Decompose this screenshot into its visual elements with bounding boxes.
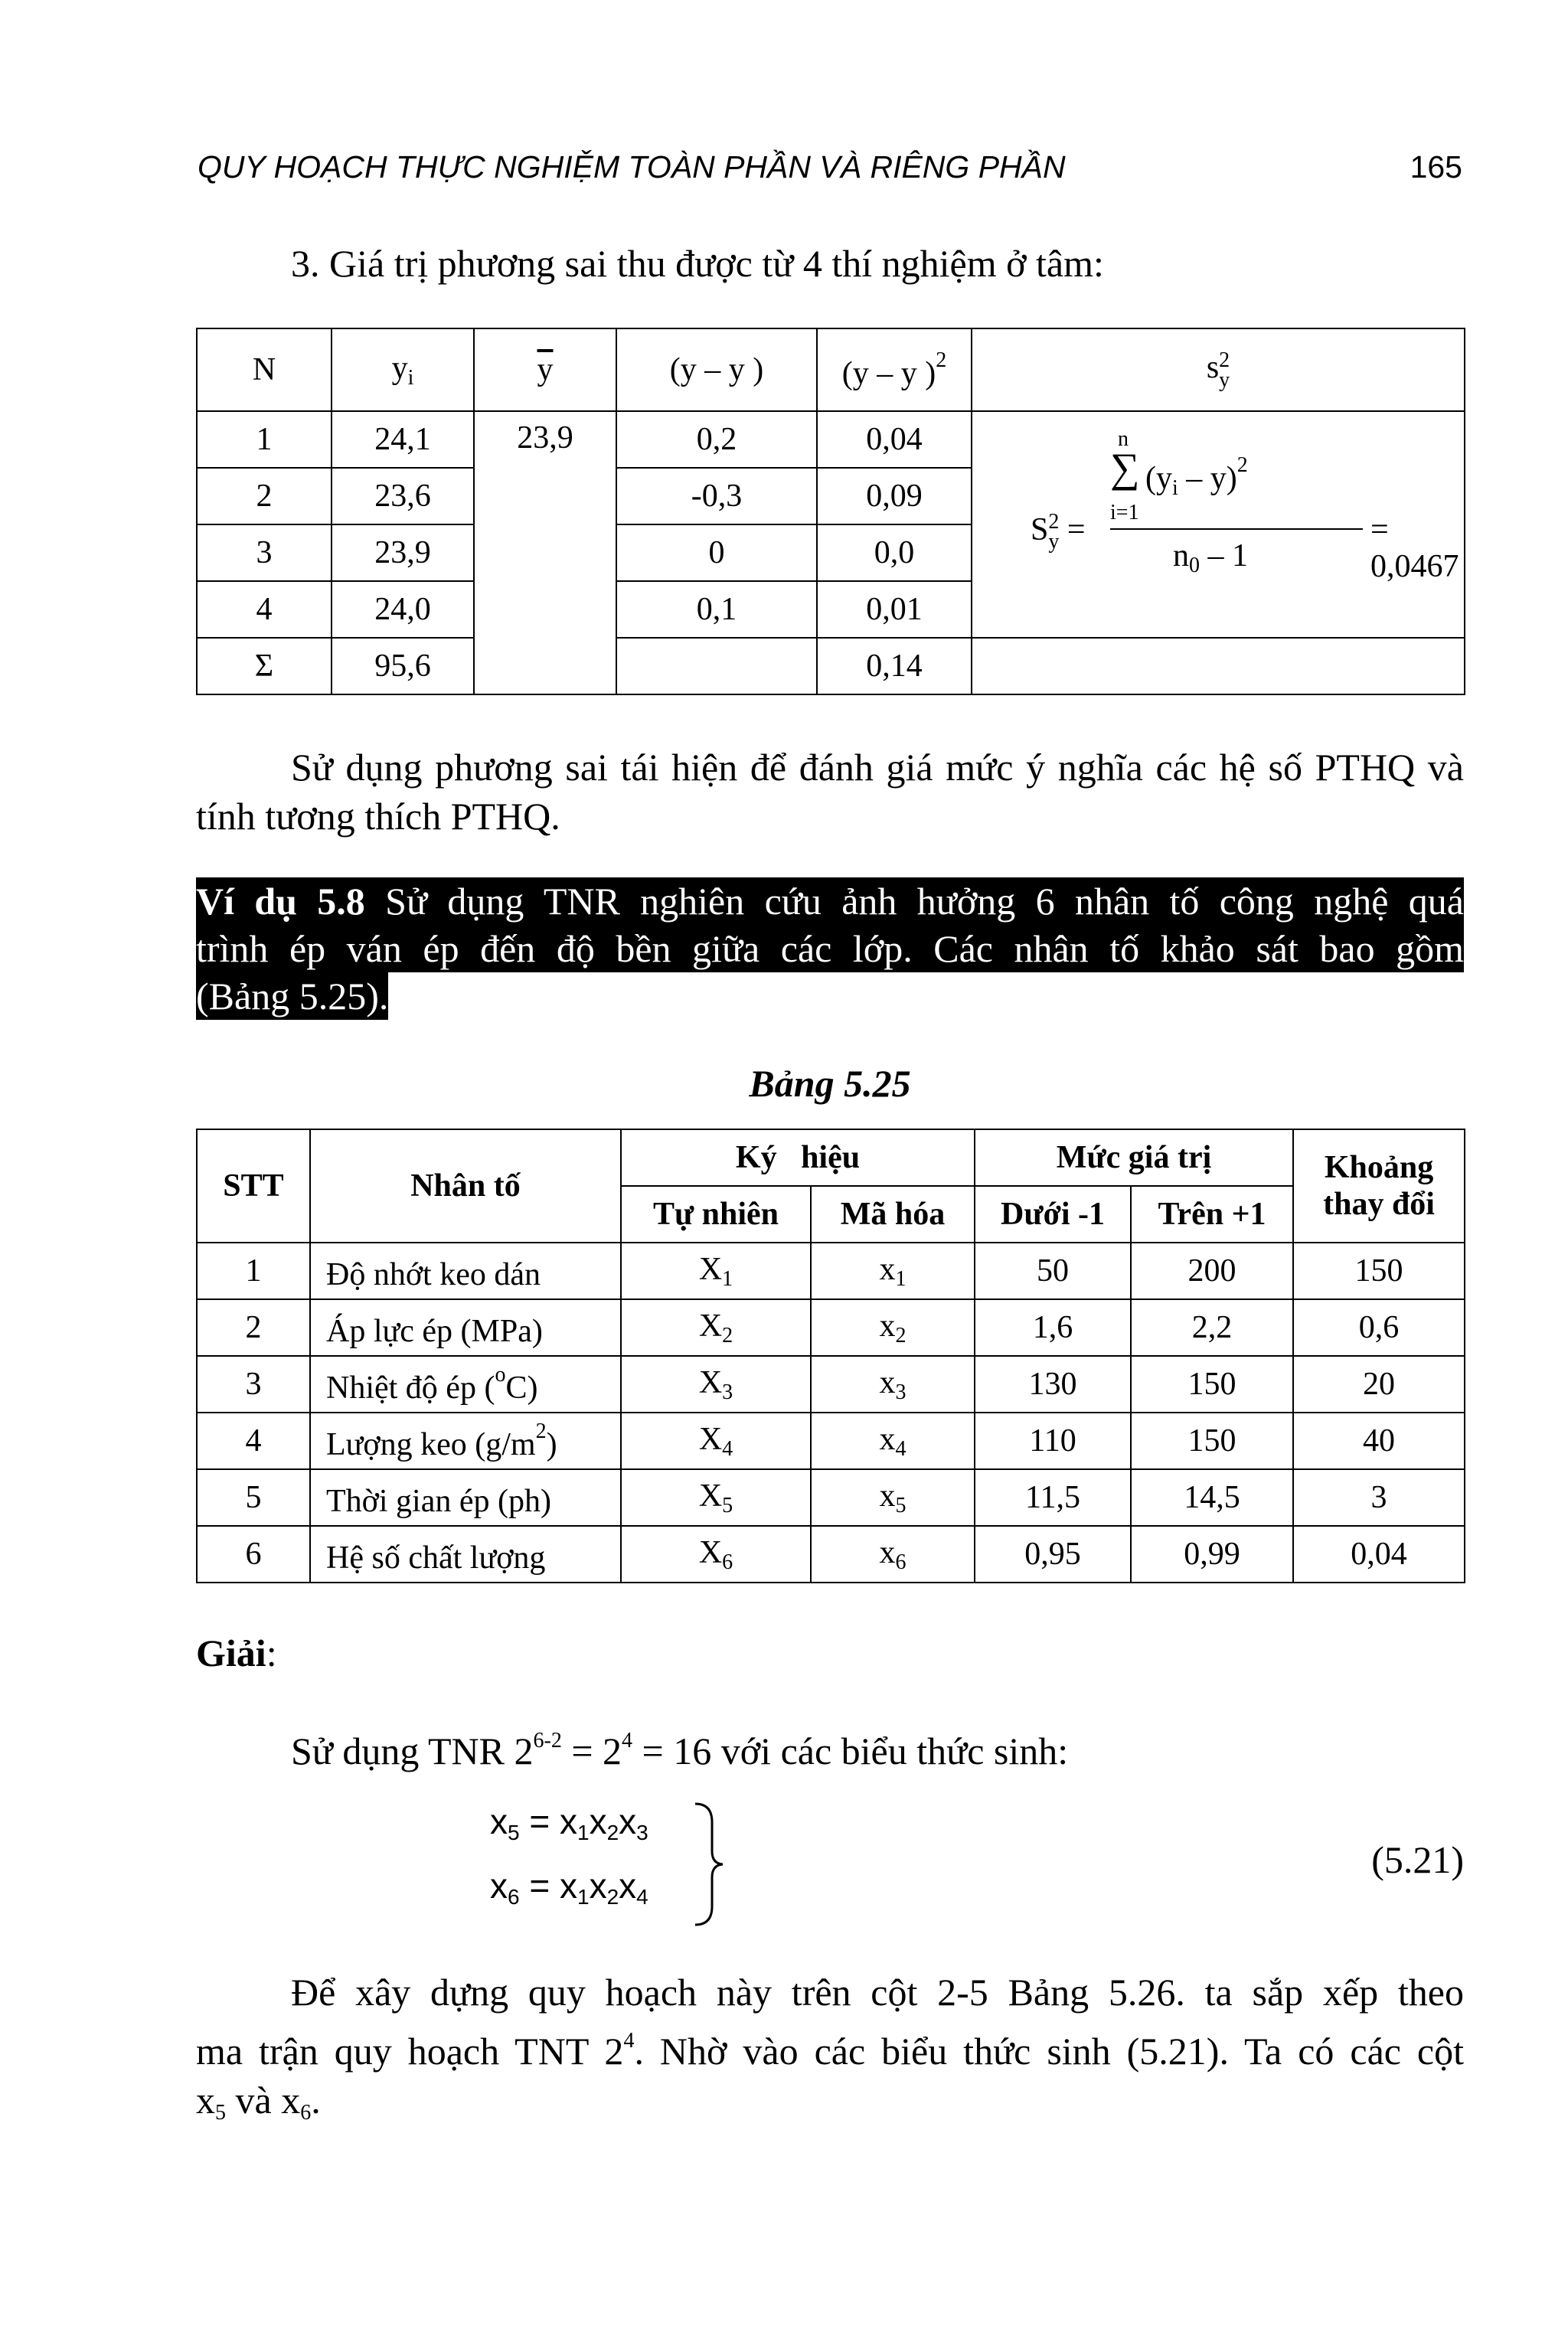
cell-stt: 5 [197,1469,310,1526]
solution-label: Giải: [196,1632,277,1674]
cell-stt: 2 [197,1299,310,1356]
paragraph-line-3: $x_5$ và $x_6$. [196,2079,321,2125]
equation-number: (5.21) [1371,1838,1464,1881]
cell-ybar: 23,9 [474,411,616,694]
header-variance: s 2 y [972,328,1465,411]
table-row [197,1413,1465,1469]
cell-low: 11,5 [975,1469,1131,1526]
cell-coded: $x_2$ [811,1299,975,1356]
cell-range: 150 [1293,1243,1465,1299]
cell-n: 1 [197,411,332,468]
cell-low: 1,6 [975,1299,1131,1356]
header-yi: $y_i$ [332,328,474,411]
cell-natural: $X_3$ [621,1356,811,1413]
cell-high: 14,5 [1131,1469,1293,1526]
cell-high: 150 [1131,1356,1293,1413]
numerator: $(y_i - y)^2$ [1145,453,1248,500]
cell-diff: 0 [616,524,817,581]
cell-natural: $X_4$ [621,1413,811,1469]
generator-equation-1: $x_5 = x_1x_2x_3$ [490,1802,648,1844]
cell-low: 130 [975,1356,1131,1413]
cell-range: 20 [1293,1356,1465,1413]
table-row [197,1299,1465,1356]
cell-yi: 24,0 [332,581,474,638]
cell-high: 200 [1131,1243,1293,1299]
paragraph-line-1: Để xây dựng quy hoạch này trên cột 2-5 Bảng 5.26. ta sắp xếp theo [291,1971,1464,2014]
cell-natural: $X_5$ [621,1469,811,1526]
cell-natural: $X_6$ [621,1526,811,1583]
paragraph-construction [196,1968,1464,2138]
right-brace-icon [689,1799,727,1929]
table-header-row [197,1129,1465,1186]
header-diff-sq: (y – y )$^2$ [817,328,972,411]
example-line-2: trình ép ván ép đến độ bền giữa các lớp. Các nhân tố khảo sát bao gồm [196,925,1464,972]
cell-diff-sq: 0,04 [817,411,972,468]
generator-equation-2: $x_6 = x_1x_2x_4$ [490,1866,648,1909]
cell-diff-sq-sum: 0,14 [817,638,972,694]
sum-lower-limit: i=1 [1110,501,1139,524]
paragraph-variance: Sử dụng phương sai tái hiện để đánh giá mức ý nghĩa các hệ số PTHQ và tính tương thích PTHQ. [196,746,1464,838]
header-low: Dưới -1 [975,1186,1131,1243]
variance-formula [972,411,1465,638]
formula-result: = 0,0467 [1370,512,1459,584]
header-high: Trên +1 [1131,1186,1293,1243]
cell-factor: Lượng keo $(g/m^2)$ [310,1413,621,1469]
cell-range: 40 [1293,1413,1465,1469]
cell-coded: $x_4$ [811,1413,975,1469]
cell-low: 0,95 [975,1526,1131,1583]
table-row [197,1469,1465,1526]
header-factor: Nhân tố [310,1129,621,1243]
cell-diff-sq: 0,01 [817,581,972,638]
cell-coded: $x_1$ [811,1243,975,1299]
cell-n: 3 [197,524,332,581]
table-row [197,1356,1465,1413]
fraction-bar [1110,528,1363,530]
table-row [197,411,1465,468]
cell-sigma: Σ [197,638,332,694]
table-sum-row [197,638,1465,694]
cell-low: 110 [975,1413,1131,1469]
cell-n: 2 [197,468,332,524]
cell-coded: $x_3$ [811,1356,975,1413]
cell-coded: $x_5$ [811,1469,975,1526]
item-3-text: 3. Giá trị phương sai thu được từ 4 thí nghiệm ở tâm: [291,242,1104,285]
table-row [197,1243,1465,1299]
header-title: QUY HOẠCH THỰC NGHIỆM TOÀN PHẦN VÀ RIÊNG PHẦN [198,149,1066,185]
cell-empty [972,638,1465,694]
cell-stt: 3 [197,1356,310,1413]
cell-diff-sq: 0,09 [817,468,972,524]
cell-factor: Hệ số chất lượng [310,1526,621,1583]
header-stt: STT [197,1129,310,1243]
cell-coded: $x_6$ [811,1526,975,1583]
cell-stt: 1 [197,1243,310,1299]
cell-diff-sq: 0,0 [817,524,972,581]
cell-factor: Nhiệt độ ép ($^o$C) [310,1356,621,1413]
header-n: N [197,328,332,411]
example-block [196,877,1464,1020]
page-number: 165 [1410,149,1462,185]
header-ybar: $\overline{y}$ [474,328,616,411]
cell-factor: Độ nhớt keo dán [310,1243,621,1299]
header-diff: (y – y ) [616,328,817,411]
cell-factor: Thời gian ép (ph) [310,1469,621,1526]
factors-table [196,1129,1465,1583]
paragraph-fractional-design: Sử dụng TNR $2^{6-2} = 2^4 = 16$ với các biểu thức sinh: [291,1729,1069,1772]
cell-natural: $X_1$ [621,1243,811,1299]
cell-high: 2,2 [1131,1299,1293,1356]
cell-yi-sum: 95,6 [332,638,474,694]
variance-table [196,328,1465,695]
cell-range: 3 [1293,1469,1465,1526]
example-line-3: (Bảng 5.25). [196,972,388,1020]
header-range: Khoảng thay đổi [1293,1129,1465,1243]
cell-high: 0,99 [1131,1526,1293,1583]
header-level: Mức giá trị [975,1129,1293,1186]
table-caption: Bảng 5.25 [749,1062,911,1105]
cell-low: 50 [975,1243,1131,1299]
cell-natural: $X_2$ [621,1299,811,1356]
cell-diff: 0,1 [616,581,817,638]
cell-yi: 23,9 [332,524,474,581]
denominator: $n_0 - 1$ [1173,538,1248,577]
cell-factor: Áp lực ép (MPa) [310,1299,621,1356]
cell-n: 4 [197,581,332,638]
sum-upper-limit: n [1118,427,1129,451]
sum-sign: ∑ [1110,445,1140,491]
cell-range: 0,6 [1293,1299,1465,1356]
paragraph-line-2: ma trận quy hoạch TNT $2^4$. Nhờ vào các biểu thức sinh (5.21). Ta có các cột [196,2029,1465,2073]
cell-empty [616,638,817,694]
example-line-1: Ví dụ 5.8 Sử dụng TNR nghiên cứu ảnh hưởng 6 nhân tố công nghệ quá [196,877,1464,925]
running-header [198,149,1462,195]
cell-yi: 24,1 [332,411,474,468]
cell-diff: -0,3 [616,468,817,524]
table-header-row [197,328,1465,411]
formula-lhs: S 2 y = [1031,510,1086,554]
header-natural: Tự nhiên [621,1186,811,1243]
header-coded: Mã hóa [811,1186,975,1243]
cell-stt: 4 [197,1413,310,1469]
cell-stt: 6 [197,1526,310,1583]
cell-high: 150 [1131,1413,1293,1469]
table-row [197,1526,1465,1583]
header-symbol: Ký hiệu [621,1129,975,1186]
cell-yi: 23,6 [332,468,474,524]
cell-diff: 0,2 [616,411,817,468]
cell-range: 0,04 [1293,1526,1465,1583]
